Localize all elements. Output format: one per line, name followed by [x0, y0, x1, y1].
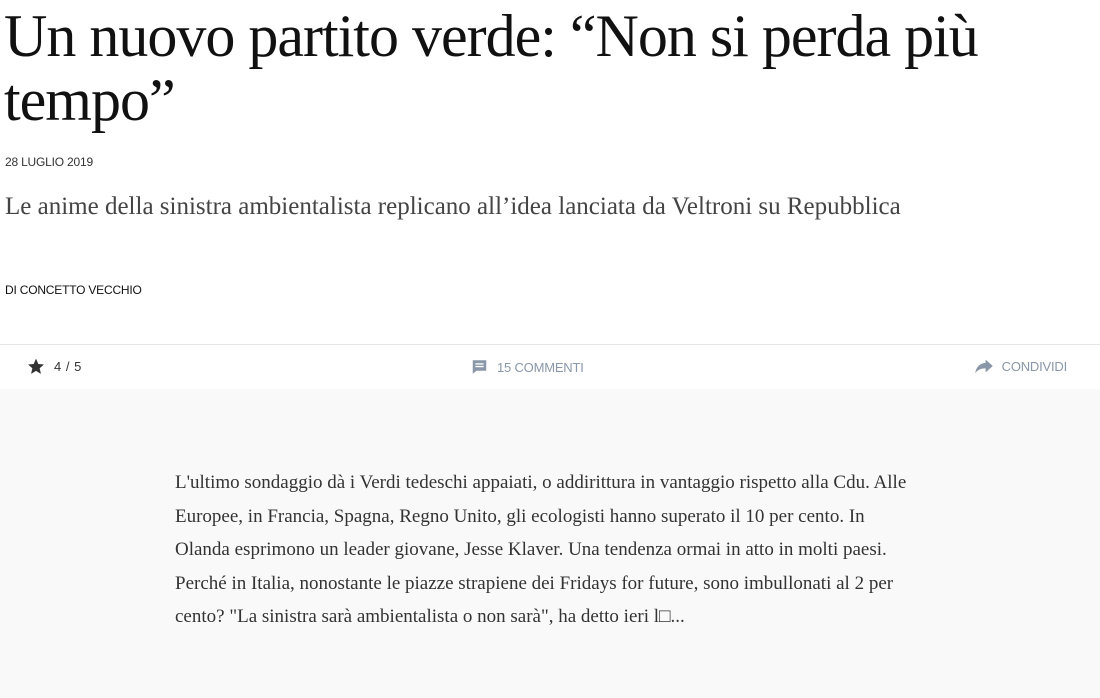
author-byline[interactable]: DI CONCETTO VECCHIO	[5, 283, 142, 297]
comments-count-label: 15 COMMENTI	[497, 359, 584, 375]
article-subheadline: Le anime della sinistra ambientalista replicano all’idea lanciata da Veltroni su Repubblica	[5, 193, 901, 220]
rating-value: 4 / 5	[54, 359, 82, 374]
comment-icon	[470, 358, 489, 376]
comments-link[interactable]	[470, 358, 584, 376]
article-body-text: L'ultimo sondaggio dà i Verdi tedeschi appaiati, o addirittura in vantaggio rispetto alla Cdu. Alle Europee, in Francia, Spagna, Regno Unito, gli ecologisti hanno superato il 10 per cento. In Olanda esprimono un leader giovane, Jesse Klaver. Una tendenza ormai in atto in molti paesi. Perché in Italia, nonostante le piazze strapiene dei Fridays for future, sono imbullonati al 2 per cento? "La sinistra sarà ambientalista o non sarà", ha detto ieri l□...	[175, 472, 907, 627]
share-label: CONDIVIDI	[1001, 358, 1067, 374]
star-icon[interactable]	[26, 357, 46, 376]
share-icon	[974, 358, 994, 374]
article-body-section	[0, 389, 1100, 698]
publish-date: 28 LUGLIO 2019	[5, 155, 93, 169]
share-button[interactable]	[974, 358, 1067, 374]
rating-widget[interactable]	[26, 357, 82, 376]
article-toolbar	[0, 344, 1100, 390]
article-headline: Un nuovo partito verde: “Non si perda più tempo”	[4, 3, 978, 133]
